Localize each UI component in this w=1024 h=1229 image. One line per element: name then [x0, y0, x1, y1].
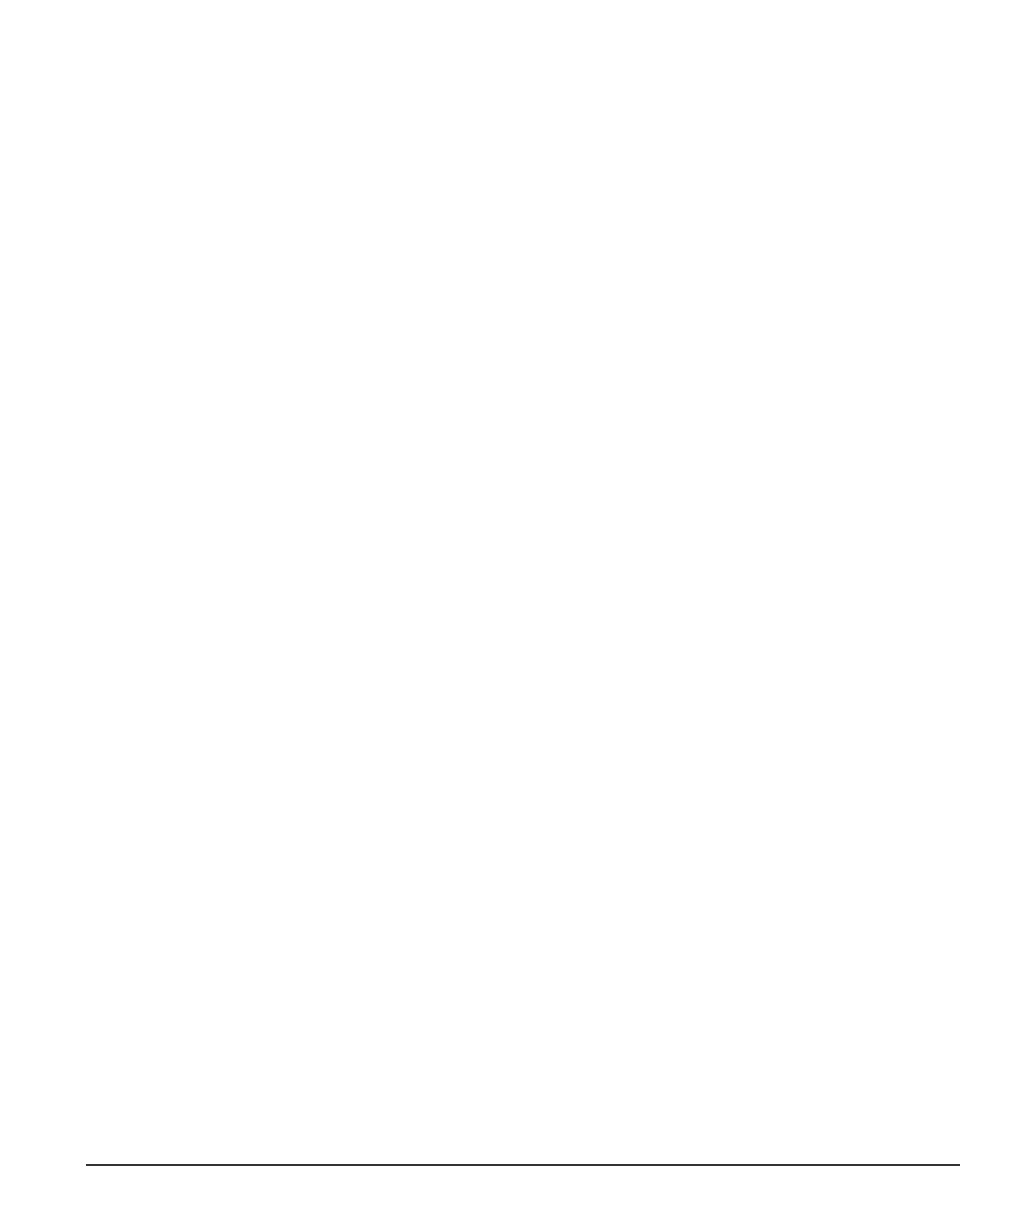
isometric-drawings — [0, 260, 1024, 560]
footer-divider — [86, 1164, 960, 1166]
top-view-drawings — [0, 650, 1024, 850]
